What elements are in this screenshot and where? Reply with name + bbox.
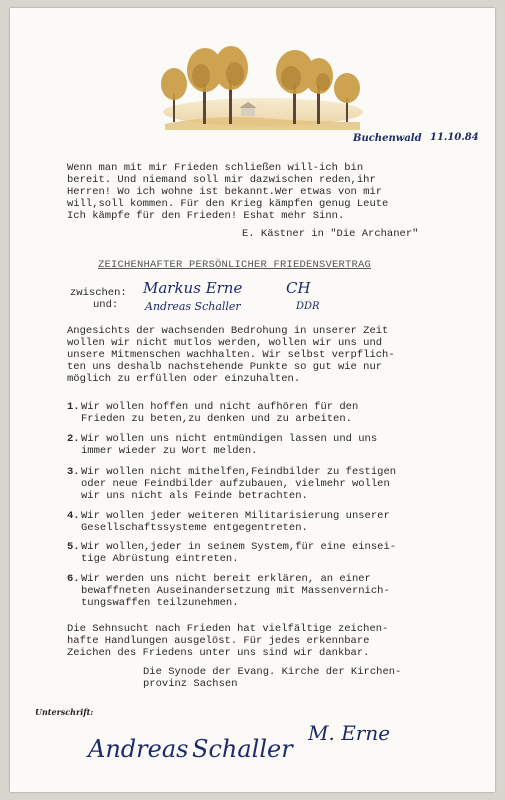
tree-vignette-illustration bbox=[155, 46, 370, 136]
point-line: Wir wollen jeder weiteren Militarisierung unserer bbox=[81, 510, 390, 522]
point-line: immer wieder zu Wort melden. bbox=[81, 445, 258, 457]
and-label: und: bbox=[93, 299, 119, 311]
quote-line: will,soll kommen. Für den Krieg kämpfen genug Leute bbox=[67, 198, 389, 210]
party2-name-handwritten: Andreas Schaller bbox=[145, 300, 241, 313]
point-line: Gesellschaftssysteme entgegentreten. bbox=[81, 522, 308, 534]
document-title: ZEICHENHAFTER PERSÖNLICHER FRIEDENSVERTRAG bbox=[98, 259, 372, 271]
signature-erne: M. Erne bbox=[308, 721, 391, 745]
point-line: Wir wollen,jeder in seinem System,für eine einsei- bbox=[81, 541, 397, 553]
party2-country-handwritten: DDR bbox=[296, 301, 320, 312]
point-line: oder neue Feindbilder aufzubauen, vielmehr wollen bbox=[81, 478, 390, 490]
quote-line: bereit. Und niemand soll mir dazwischen reden,ihr bbox=[67, 174, 376, 186]
intro-line: ten uns deshalb nachstehende Punkte so gut wie nur bbox=[67, 361, 383, 373]
quote-line: Wenn man mit mir Frieden schließen will-ich bin bbox=[67, 162, 364, 174]
intro-line: wollen wir nicht mutlos werden, wollen wir uns und bbox=[67, 337, 383, 349]
point-number: 3. bbox=[67, 466, 80, 478]
party1-name-handwritten: Markus Erne bbox=[143, 279, 243, 297]
point-line: tungswaffen teilzunehmen. bbox=[81, 597, 239, 609]
point-line: Wir wollen nicht mithelfen,Feindbilder zu festigen bbox=[81, 466, 397, 478]
point-number: 5. bbox=[67, 541, 80, 553]
between-label: zwischen: bbox=[70, 287, 127, 299]
intro-line: möglich zu erfüllen oder einzuhalten. bbox=[67, 373, 301, 385]
closing-line: Zeichen des Friedens unter uns sind wir dankbar. bbox=[67, 647, 370, 659]
synod-line: Die Synode der Evang. Kirche der Kirchen- bbox=[143, 666, 402, 678]
quote-attribution: E. Kästner in "Die Archaner" bbox=[242, 228, 419, 240]
point-number: 4. bbox=[67, 510, 80, 522]
date-handwritten: 11.10.84 bbox=[430, 132, 479, 143]
point-number: 1. bbox=[67, 401, 80, 413]
synod-line: provinz Sachsen bbox=[143, 678, 238, 690]
signature-andreas: Andreas bbox=[88, 735, 189, 763]
place-handwritten: Buchenwald bbox=[353, 133, 422, 144]
point-line: Wir wollen hoffen und nicht aufhören für den bbox=[81, 401, 359, 413]
point-line: wir uns nicht als Feinde betrachten. bbox=[81, 490, 308, 502]
quote-line: Herren! Wo ich wohne ist bekannt.Wer etwas von mir bbox=[67, 186, 383, 198]
party1-country-handwritten: CH bbox=[286, 279, 311, 297]
quote-line: Ich kämpfe für den Frieden! Eshat mehr Sinn. bbox=[67, 210, 345, 222]
intro-line: unsere Mitmenschen wachhalten. Wir selbst verpflich- bbox=[67, 349, 395, 361]
intro-line: Angesichts der wachsenden Bedrohung in unserer Zeit bbox=[67, 325, 389, 337]
point-number: 6. bbox=[67, 573, 80, 585]
point-line: Wir wollen uns nicht entmündigen lassen und uns bbox=[81, 433, 378, 445]
signature-schaller: Schaller bbox=[192, 735, 293, 763]
point-line: Wir werden uns nicht bereit erklären, an einer bbox=[81, 573, 371, 585]
point-line: tige Abrüstung eintreten. bbox=[81, 553, 239, 565]
point-number: 2. bbox=[67, 433, 80, 445]
document-page bbox=[10, 8, 495, 792]
point-line: bewaffneten Auseinandersetzung mit Massenvernich- bbox=[81, 585, 390, 597]
closing-line: Die Sehnsucht nach Frieden hat vielfältige zeichen- bbox=[67, 623, 389, 635]
closing-line: hafte Handlungen ausgelöst. Für jedes erkennbare bbox=[67, 635, 370, 647]
signature-label: Unterschrift: bbox=[35, 707, 94, 717]
point-line: Frieden zu beten,zu denken und zu arbeiten. bbox=[81, 413, 352, 425]
